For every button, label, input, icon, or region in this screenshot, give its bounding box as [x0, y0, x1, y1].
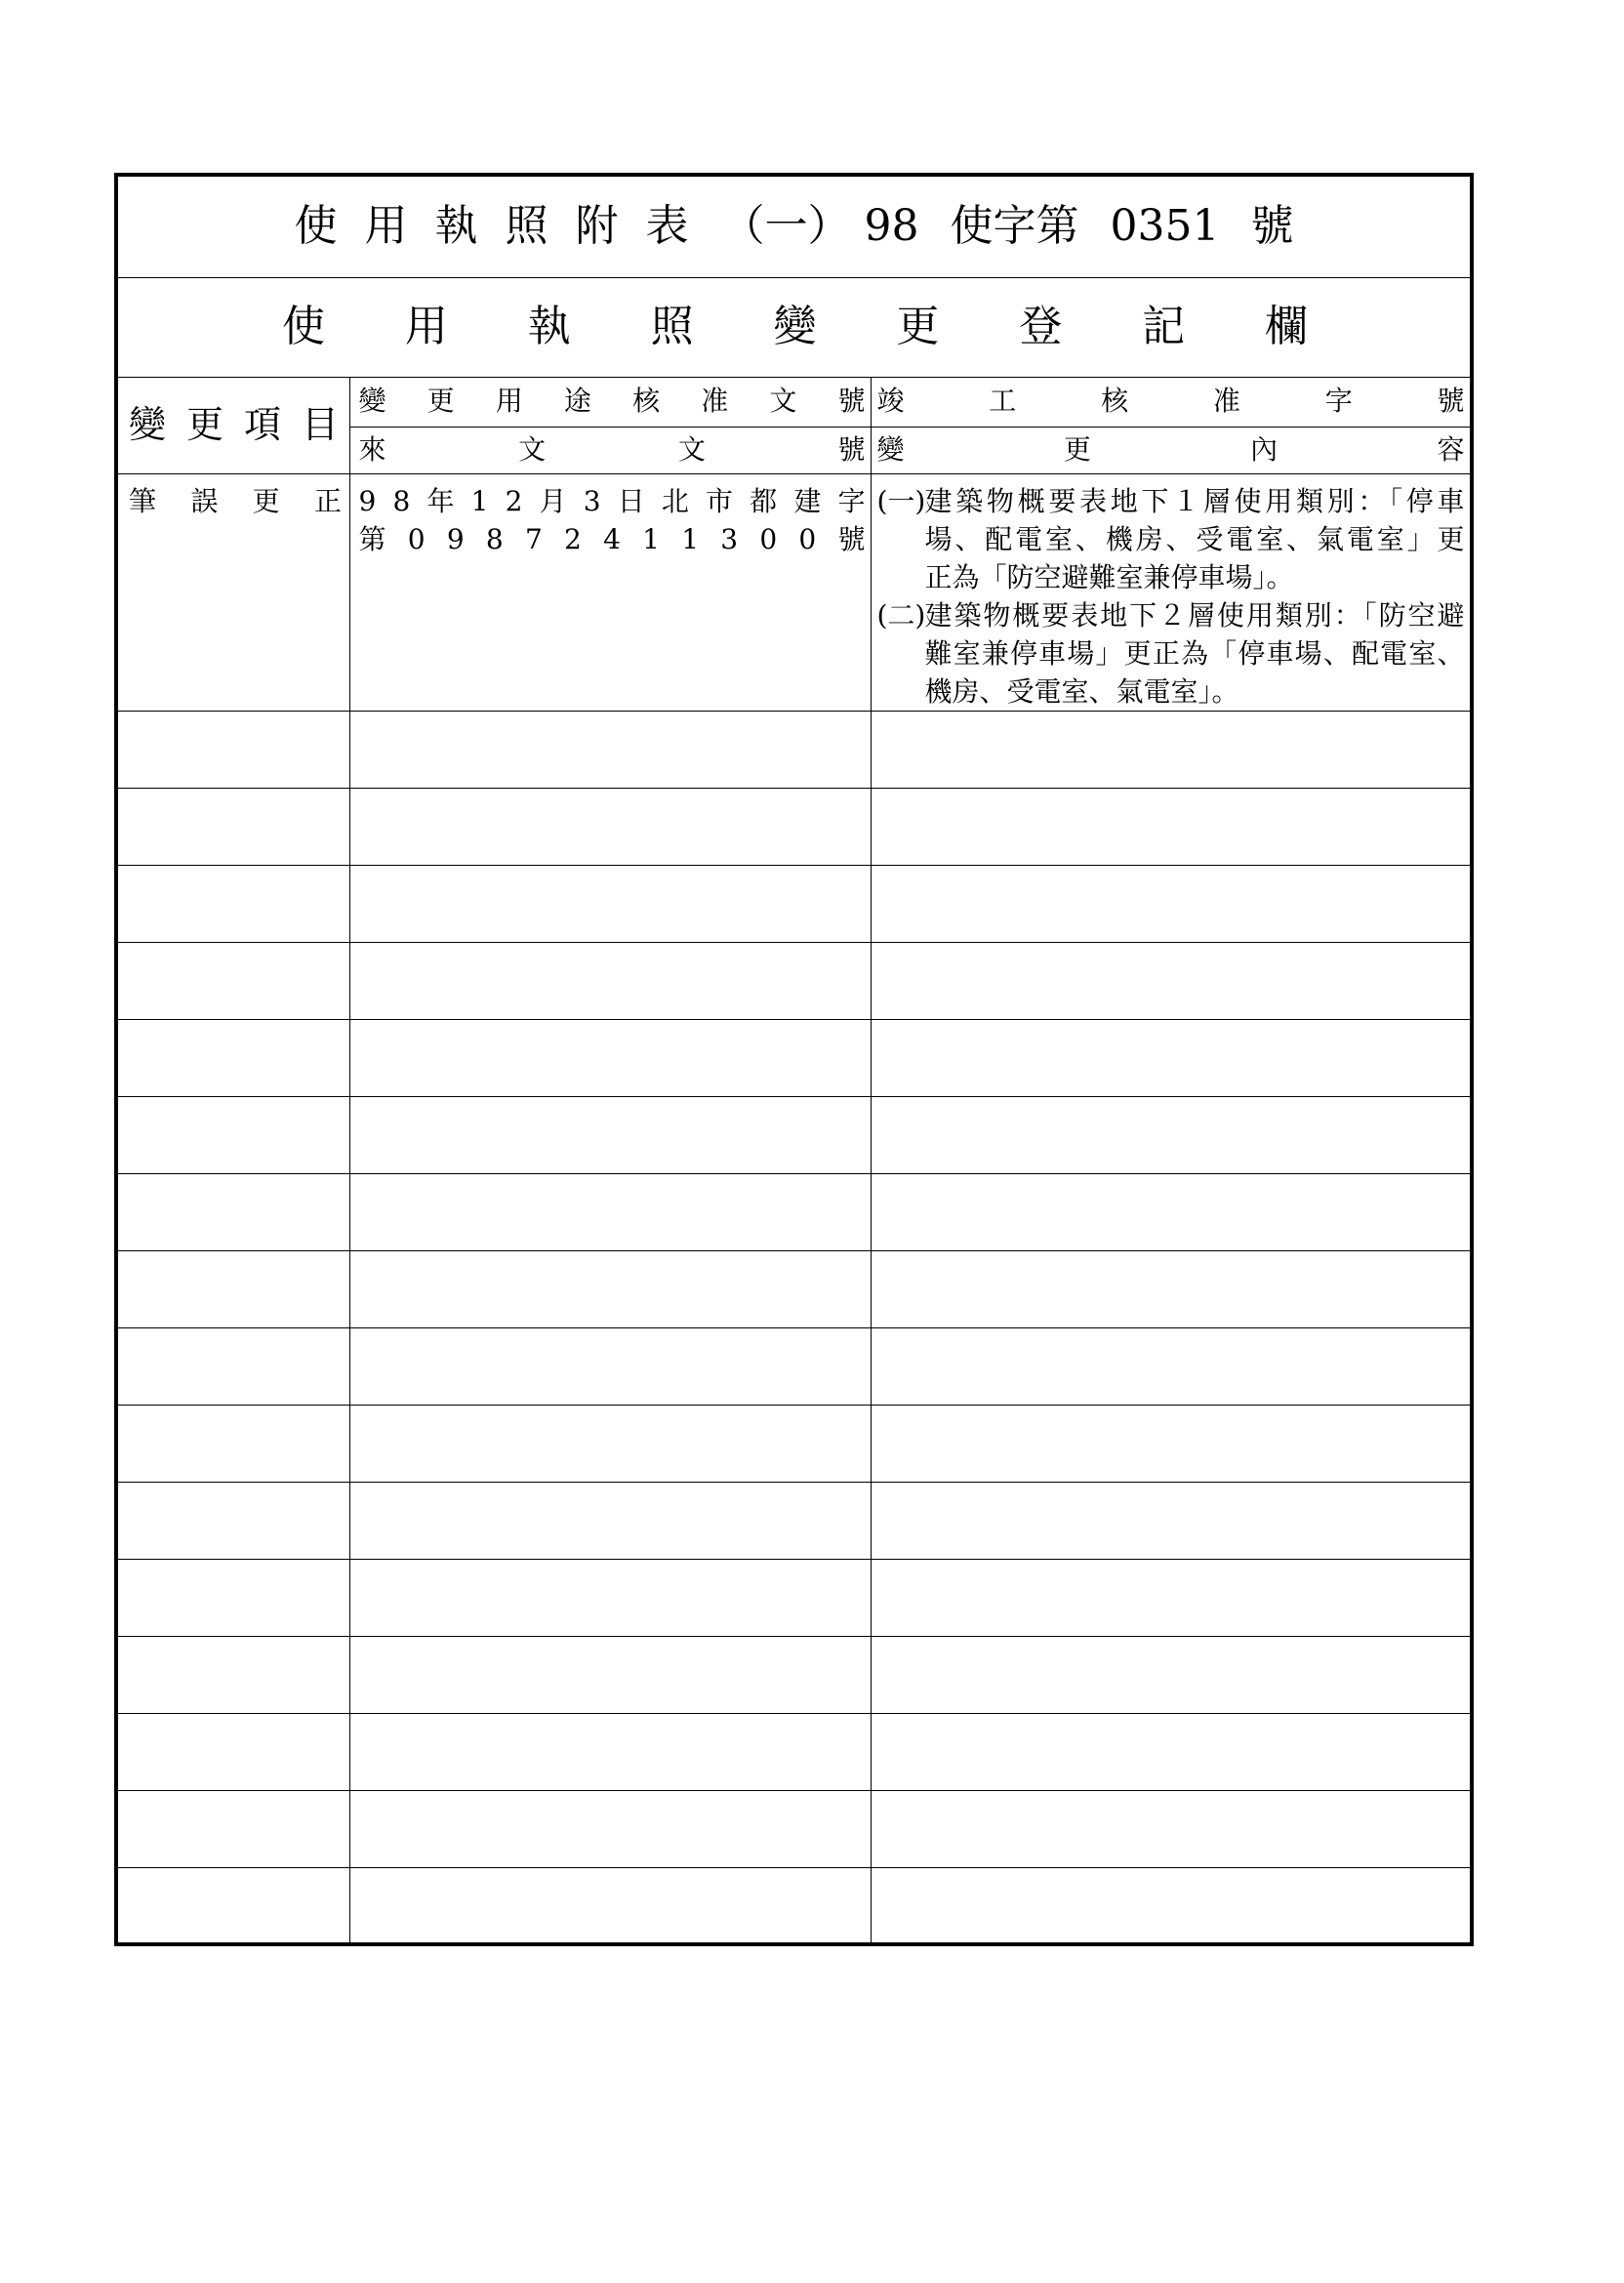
blank-content-cell	[871, 942, 1472, 1019]
blank-table-row	[116, 1173, 1472, 1250]
subtitle-cell	[116, 277, 1472, 377]
header-approval-no: 變更用途核准文號	[358, 385, 907, 418]
blank-table-row	[116, 1327, 1472, 1405]
form-title: 使用執照附表	[294, 201, 716, 252]
header-change-item: 變更項目	[129, 402, 359, 446]
blank-content-cell	[871, 1019, 1472, 1096]
header-change-content: 變更內容	[876, 432, 1624, 466]
item-marker: (二)	[876, 598, 926, 632]
header-incoming-doc-no-cell	[349, 427, 998, 473]
title-row	[116, 175, 1472, 277]
row-change-item: 筆誤更正	[129, 484, 377, 517]
blank-table-row	[116, 865, 1472, 942]
header-incoming-doc-no: 來文文號	[358, 432, 998, 466]
blank-content-cell	[871, 788, 1472, 865]
section-title: 使用執照變更登記欄	[282, 301, 1388, 351]
blank-doc-no-cell	[349, 1636, 871, 1713]
blank-content-cell	[871, 1559, 1472, 1636]
blank-doc-no-cell	[349, 1096, 871, 1173]
blank-doc-no-cell	[349, 1867, 871, 1944]
blank-table-row	[116, 942, 1472, 1019]
subtitle-row	[116, 277, 1472, 377]
item-text-line: 難室兼停車場」更正為「停車場、配電室、	[924, 636, 1466, 670]
item-text-line: 場、配電室、機房、受電室、氣電室」更	[924, 522, 1468, 555]
item-text-line: 機房、受電室、氣電室」。	[924, 674, 1239, 708]
blank-table-row	[116, 788, 1472, 865]
blank-table-row	[116, 1096, 1472, 1173]
blank-doc-no-cell	[349, 1559, 871, 1636]
blank-content-cell	[871, 1482, 1472, 1559]
blank-table-row	[116, 1713, 1472, 1790]
blank-item-cell	[116, 1405, 349, 1482]
header-item-cell	[116, 377, 359, 473]
blank-doc-no-cell	[349, 1173, 871, 1250]
license-number: 98 使字第 0351 號	[864, 201, 1294, 252]
blank-doc-no-cell	[349, 1250, 871, 1327]
blank-doc-no-cell	[349, 1790, 871, 1867]
blank-content-cell	[871, 1790, 1472, 1867]
blank-item-cell	[116, 1790, 349, 1867]
blank-item-cell	[116, 1559, 349, 1636]
row-doc-no-line-1: 98年12月3日北市都建字	[358, 484, 882, 517]
blank-content-cell	[871, 1713, 1472, 1790]
blank-table-row	[116, 1636, 1472, 1713]
title-cell	[116, 175, 1472, 277]
blank-content-cell	[871, 1405, 1472, 1482]
blank-item-cell	[116, 942, 349, 1019]
blank-item-cell	[116, 1327, 349, 1405]
blank-content-cell	[871, 865, 1472, 942]
blank-doc-no-cell	[349, 942, 871, 1019]
row-content-cell	[871, 473, 1472, 711]
blank-item-cell	[116, 1867, 349, 1944]
table-row	[116, 473, 1472, 711]
blank-doc-no-cell	[349, 1482, 871, 1559]
item-text-line: 正為「防空避難室兼停車場」。	[924, 560, 1294, 593]
header-row-1	[116, 377, 1472, 427]
blank-item-cell	[116, 1019, 349, 1096]
blank-content-cell	[871, 1327, 1472, 1405]
registration-table-body	[116, 175, 1624, 1944]
row-doc-no-line-2: 第09872411300號	[358, 522, 887, 555]
blank-table-row	[116, 1250, 1472, 1327]
item-text-line: 建築物概要表地下１層使用類別：「停車	[924, 484, 1469, 517]
blank-table-row	[116, 1405, 1472, 1482]
item-text	[924, 482, 1469, 596]
header-change-content-cell	[871, 427, 1624, 473]
blank-doc-no-cell	[349, 1327, 871, 1405]
blank-content-cell	[871, 1250, 1472, 1327]
header-completion-no: 竣工核准字號	[876, 385, 1550, 418]
blank-doc-no-cell	[349, 1405, 871, 1482]
blank-content-cell	[871, 711, 1472, 788]
blank-item-cell	[116, 1173, 349, 1250]
row-item-cell	[116, 473, 377, 711]
form-annex-number: （一）	[721, 201, 851, 252]
row-doc-no-cell	[349, 473, 887, 711]
item-text-line: 建築物概要表地下２層使用類別：「防空避	[924, 598, 1467, 632]
blank-content-cell	[871, 1636, 1472, 1713]
blank-item-cell	[116, 1636, 349, 1713]
blank-doc-no-cell	[349, 1019, 871, 1096]
blank-table-row	[116, 1790, 1472, 1867]
blank-table-row	[116, 1482, 1472, 1559]
blank-table-row	[116, 711, 1472, 788]
header-completion-no-cell	[871, 377, 1550, 427]
blank-doc-no-cell	[349, 865, 871, 942]
blank-item-cell	[116, 1250, 349, 1327]
blank-doc-no-cell	[349, 1713, 871, 1790]
blank-table-row	[116, 1559, 1472, 1636]
blank-item-cell	[116, 865, 349, 942]
item-text	[925, 596, 1465, 711]
blank-item-cell	[116, 1713, 349, 1790]
blank-table-row	[116, 1867, 1472, 1944]
blank-doc-no-cell	[349, 788, 871, 865]
blank-content-cell	[871, 1096, 1472, 1173]
header-approval-no-cell	[349, 377, 907, 427]
blank-item-cell	[116, 1096, 349, 1173]
change-content-item-1	[876, 482, 1469, 596]
blank-item-cell	[116, 1482, 349, 1559]
blank-doc-no-cell	[349, 711, 871, 788]
blank-content-cell	[871, 1173, 1472, 1250]
blank-item-cell	[116, 788, 349, 865]
change-content-item-2	[877, 596, 1465, 711]
item-marker: (一)	[876, 484, 926, 517]
blank-content-cell	[871, 1867, 1472, 1944]
registration-table	[114, 173, 1624, 1946]
blank-table-row	[116, 1019, 1472, 1096]
blank-item-cell	[116, 711, 349, 788]
